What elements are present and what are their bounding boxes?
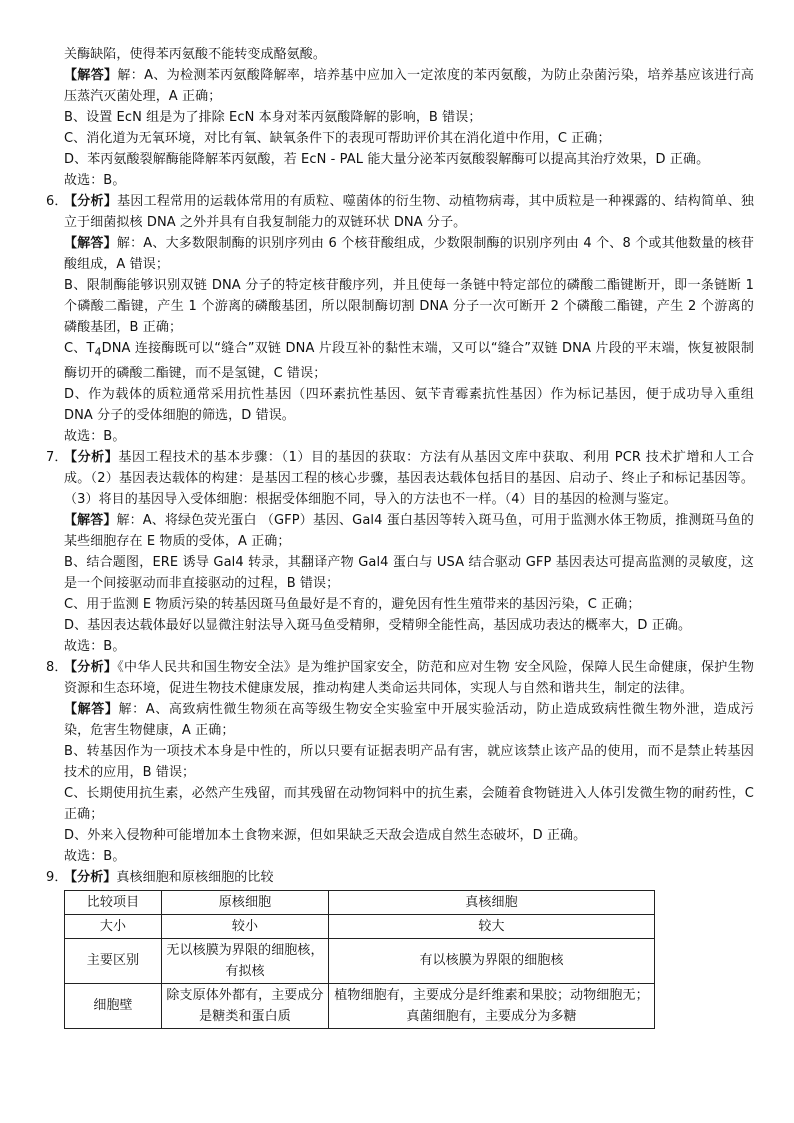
q8-analysis-text: 《中华人民共和国生物安全法》是为维护国家安全，防范和应对生物 安全风险，保障人民生命健康，保护生物资源和生态环境，促进生物技术健康发展，推动构建人类命运共同体，实现人与自然和谐共生，制定的法律。 [64, 659, 754, 696]
q7-answer-d: D、基因表达载体最好以显微注射法导入斑马鱼受精卵，受精卵全能性高，基因成功表达的概率大，D 正确。 [64, 617, 692, 633]
table-cell: 较小 [162, 914, 329, 938]
q6-answer-c [64, 338, 754, 384]
q7-answer-a: 解：A、将绿色荧光蛋白 （GFP）基因、Gal4 蛋白基因等转入斑马鱼，可用于监测水体王物质，推测斑马鱼的某些细胞存在 E 物质的受体，A 正确； [64, 512, 754, 549]
answer-tag: 【解答】 [64, 236, 117, 251]
q5-answer-d: D、苯丙氨酸裂解酶能降解苯丙氨酸，若 EcN - PAL 能大量分泌苯丙氨酸裂解酶可以提高其治疗效果，D 正确。 [64, 152, 710, 167]
q8-answer-c: C、长期使用抗生素，必然产生残留，而其残留在动物饲料中的抗生素，会随着食物链进入人体引发微生物的耐药性，C 正确； [64, 785, 754, 822]
q9-body [64, 867, 754, 888]
q7-analysis-text: 基因工程技术的基本步骤：（1）目的基因的获取：方法有从基因文库中获取、利用 PCR 技术扩增和人工合成。（2）基因表达载体的构建：是基因工程的核心步骤，基因表达载体包括目的基因、启动子、终止子和标记基因等。（3）将目的基因导入受体细胞：根据受体细胞不同，导入的方法也不一样。（4）目的基因的检测与鉴定。 [64, 449, 754, 507]
q8-answer-b: B、转基因作为一项技术本身是中性的，所以只要有证据表明产品有害，就应该禁止该产品的使用，而不是禁止转基因技术的应用，B 错误； [64, 743, 754, 780]
question-number: 6． [46, 194, 68, 209]
table-cell: 细胞壁 [65, 983, 162, 1028]
table-cell: 植物细胞有，主要成分是纤维素和果胶；动物细胞无；真菌细胞有，主要成分为多糖 [329, 983, 655, 1028]
q5-answer [64, 65, 754, 107]
q7-answer-c: C、用于监测 E 物质污染的转基因斑马鱼最好是不育的，避免因有性生殖带来的基因污染，C 正确； [64, 596, 641, 612]
answer-tag: 【解答】 [64, 701, 119, 717]
table-cell: 无以核膜为界限的细胞核，有拟核 [162, 938, 329, 983]
analysis-tag: 【分析】 [64, 869, 117, 885]
q8-analysis [64, 657, 754, 699]
q7-selection: 故选：B。 [64, 638, 126, 654]
table-header-cell: 原核细胞 [162, 890, 329, 914]
table-header-row [65, 890, 655, 914]
q5-selection: 故选：B。 [64, 173, 126, 188]
q7-answer [64, 510, 754, 552]
cell-comparison-table [64, 890, 655, 1029]
table-row [65, 938, 655, 983]
q7-answer-b: B、结合题图，ERE 诱导 Gal4 转录，其翻译产物 Gal4 蛋白与 USA 结合驱动 GFP 基因表达可提高监测的灵敏度，这是一个间接驱动而非直接驱动的过程，B 错误； [64, 554, 754, 591]
q6-c-sub: 4 [94, 345, 102, 359]
table-cell: 有以核膜为界限的细胞核 [329, 938, 655, 983]
table-cell: 除支原体外都有，主要成分是糖类和蛋白质 [162, 983, 329, 1028]
table-header-cell: 真核细胞 [329, 890, 655, 914]
q6-analysis [64, 191, 754, 233]
q6-c-pre: C、T [64, 341, 95, 356]
table-cell: 主要区别 [65, 938, 162, 983]
question-number: 7． [46, 449, 68, 465]
answer-tag: 【解答】 [64, 68, 118, 83]
q8-answer [64, 699, 754, 741]
q6-answer-b: B、限制酶能够识别双链 DNA 分子的特定核苷酸序列，并且使每一条链中特定部位的磷酸二酯键断开，即一条链断 1 个磷酸二酯键，产生 1 个游离的磷酸基团，所以限制酶切割 DNA 分子一次可断开 2 个磷酸二酯键，产生 2 个游离的磷酸基团，B 正确； [64, 278, 754, 335]
q5-answer-c: C、消化道为无氧环境，对比有氧、缺氧条件下的表现可帮助评价其在消化道中作用，C 正确； [64, 131, 611, 146]
question-number: 8． [46, 659, 68, 675]
question-7 [46, 447, 754, 657]
analysis-tag: 【分析】 [64, 449, 119, 465]
table-cell: 较大 [329, 914, 655, 938]
q5-answer-b: B、设置 EcN 组是为了排除 EcN 本身对苯丙氨酸降解的影响，B 错误； [64, 110, 482, 125]
question-6 [46, 191, 755, 447]
q8-selection: 故选：B。 [64, 848, 126, 864]
q8-body [64, 657, 754, 867]
q7-analysis [64, 447, 754, 510]
q6-analysis-text: 基因工程常用的运载体常用的有质粒、噬菌体的衍生物、动植物病毒，其中质粒是一种裸露的、结构简单、独立于细菌拟核 DNA 之外并具有自我复制能力的双链环状 DNA 分子。 [64, 194, 754, 230]
q6-body [64, 191, 754, 447]
q5-answer-a: 解：A、为检测苯丙氨酸降解率，培养基中应加入一定浓度的苯丙氨酸，为防止杂菌污染，培养基应该进行高压蒸汽灭菌处理，A 正确； [64, 68, 754, 104]
q9-analysis [64, 867, 754, 888]
table-header-cell: 比较项目 [65, 890, 162, 914]
q8-answer-a: 解：A、高致病性微生物须在高等级生物安全实验室中开展实验活动，防止造成致病性微生物外泄，造成污染，危害生物健康，A 正确； [64, 701, 754, 738]
q8-answer-d: D、外来入侵物种可能增加本土食物来源，但如果缺乏天敌会造成自然生态破坏，D 正确。 [64, 827, 587, 843]
q6-answer-d: D、作为载体的质粒通常采用抗性基因（四环素抗性基因、氨苄青霉素抗性基因）作为标记基因，便于成功导入重组 DNA 分子的受体细胞的筛选，D 错误。 [64, 386, 754, 423]
q6-c-post: DNA 连接酶既可以“缝合”双链 DNA 片段互补的黏性末端，又可以“缝合”双链 DNA 片段的平末端，恢复被限制酶切开的磷酸二酯键，而不是氢键，C 错误； [64, 341, 754, 381]
question-number: 9． [46, 869, 68, 885]
document-content [46, 44, 755, 1029]
table-row [65, 914, 655, 938]
q6-answer-a: 解：A、大多数限制酶的识别序列由 6 个核苷酸组成，少数限制酶的识别序列由 4 个、8 个或其他数量的核苷酸组成，A 错误； [64, 236, 755, 272]
q5-analysis-continuation: 关酶缺陷，使得苯丙氨酸不能转变成酪氨酸。 [64, 47, 327, 62]
q9-analysis-text: 真核细胞和原核细胞的比较 [116, 869, 274, 885]
q6-selection: 故选：B。 [64, 428, 126, 444]
table-row [65, 983, 655, 1028]
q6-answer [64, 233, 754, 275]
question-8 [46, 657, 754, 867]
answer-tag: 【解答】 [64, 512, 117, 528]
q7-body [64, 447, 754, 657]
analysis-tag: 【分析】 [64, 194, 118, 209]
analysis-tag: 【分析】 [64, 659, 118, 675]
table-cell: 大小 [65, 914, 162, 938]
question-9 [46, 867, 754, 888]
